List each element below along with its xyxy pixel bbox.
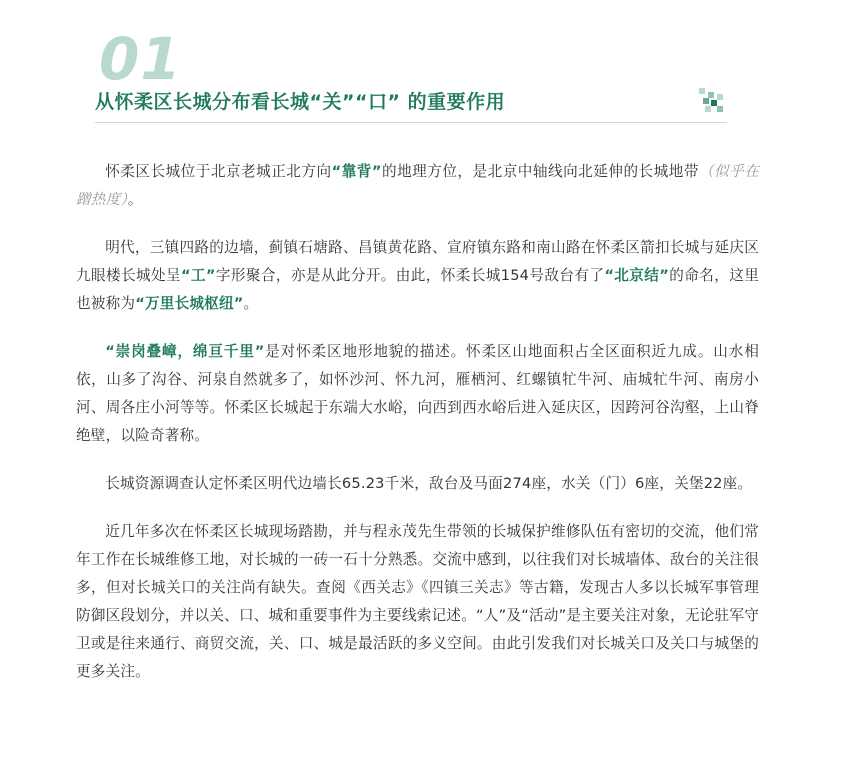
paragraph-5: 近几年多次在怀柔区长城现场踏勘，并与程永茂先生带领的长城保护维修队伍有密切的交流，他们常年工作在长城维修工地，对长城的一砖一石十分熟悉。交流中感到，以往我们对长城墙体、敌台的关注很多，但对长城关口的关注尚有缺失。查阅《西关志》《四镇三关志》等古籍，发现古人多以长城军事管理防御区段划分，并以关、口、城和重要事件为主要线索记述。“人”及“活动”是主要关注对象，无论驻军守卫或是往来通行、商贸交流，关、口、城是最活跃的多义空间。由此引发我们对长城关口及关口与城堡的更多关注。 (76, 523, 759, 680)
text: 是对怀柔区地形地貌的描述。怀柔区山地面积占全区面积近九成。山水相依，山多了沟谷、河泉自然就多了，如怀沙河、怀九河，雁栖河、红螺镇牤牛河、庙城牤牛河、南房小河、周各庄小河等等。怀柔区长城起于东端大水峪，向西到西水峪后进入延庆区，因跨河谷沟壑，上山脊绝壁，以险奇著称。 (76, 343, 760, 444)
paragraph-2 (76, 234, 759, 318)
text: 明代，三镇四路的边墙，蓟镇石塘路、昌镇黄花路、宣府镇东路和南山路在怀柔区箭扣长城与延庆区九眼楼长城处呈 (76, 239, 759, 284)
emphasis-beijing-knot: “北京结” (604, 267, 670, 284)
emphasis-gong: “工” (180, 267, 216, 284)
section-header (95, 25, 727, 124)
text: 。 (243, 295, 259, 312)
paragraph-1 (76, 158, 759, 214)
emphasis-kaobei: “靠背” (331, 163, 382, 180)
text: 的命名，这里也被称为 (76, 267, 759, 312)
paragraph-4: 长城资源调查认定怀柔区明代边墙长65.23千米，敌台及马面274座，水关（门）6座，关堡22座。 (105, 475, 753, 492)
section-title: 从怀柔区长城分布看长城“关”“口” 的重要作用 (95, 91, 506, 113)
text: 字形聚合，亦是从此分开。由此，怀柔长城154号敌台有了 (215, 267, 605, 284)
text: 。 (127, 191, 143, 208)
paragraph-3 (76, 338, 759, 450)
text: 的地理方位，是北京中轴线向北延伸的长城地带 (381, 163, 699, 180)
emphasis-hub: “万里长城枢纽” (135, 295, 244, 312)
article-body (76, 158, 759, 706)
emphasis-terrain: “崇岗叠嶂，绵亘千里” (105, 343, 265, 360)
text: 怀柔区长城位于北京老城正北方向 (105, 163, 332, 180)
title-divider (95, 122, 727, 123)
section-number: 01 (99, 25, 182, 93)
pixel-grid-icon (699, 88, 723, 112)
aside-note: （似乎在蹭热度） (76, 163, 759, 208)
